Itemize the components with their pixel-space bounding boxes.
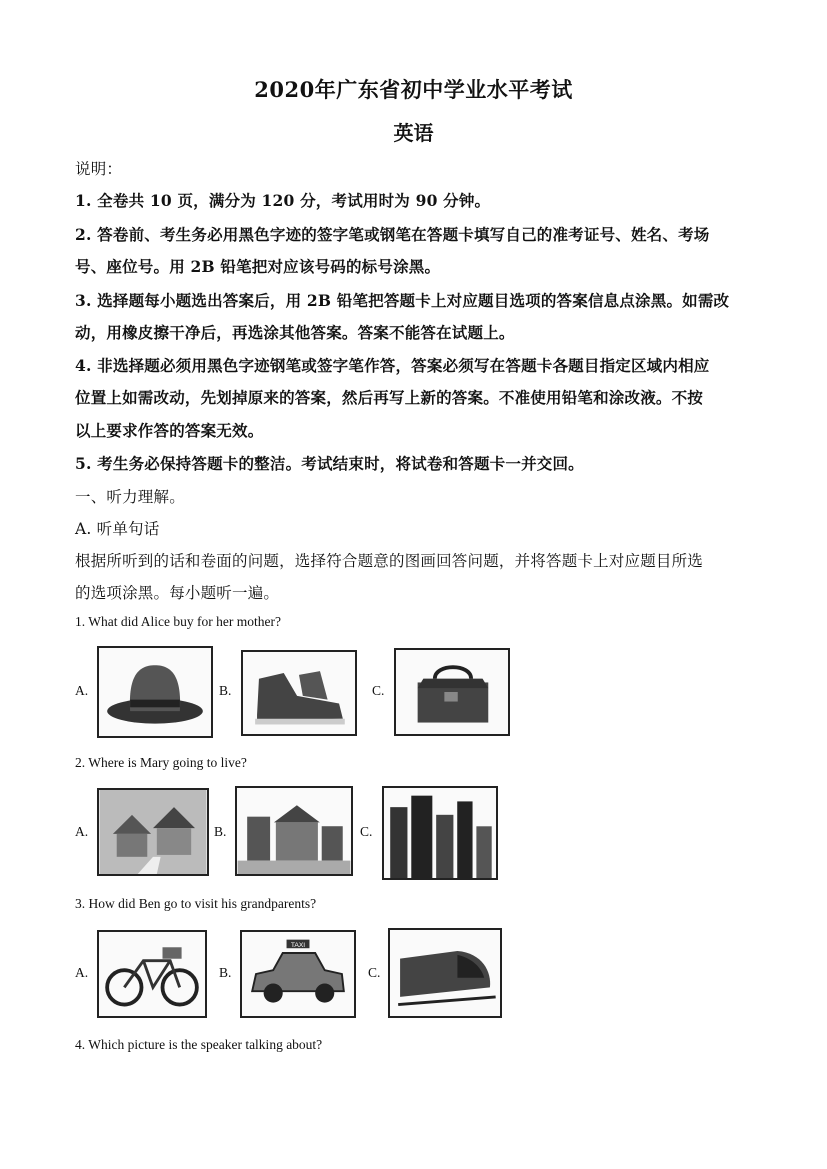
instruction-item-3-line-2: 动，用橡皮擦干净后，再选涂其他答案。答案不能答在试题上。	[75, 323, 515, 342]
q1-option-a-label[interactable]: A.	[75, 683, 89, 698]
instruction-item-3-line-1: 3. 选择题每小题选出答案后，用 2B 铅笔把答题卡上对应题目选项的答案信息点涂黑。如需改	[75, 291, 730, 310]
question-1: 1. What did Alice buy for her mother?	[75, 614, 281, 629]
instruction-item-2-line-1: 2. 答卷前、考生务必用黑色字迹的签字笔或钢笔在答题卡填写自己的准考证号、姓名、考场	[75, 225, 710, 244]
instruction-item-4-line-1: 4. 非选择题必须用黑色字迹钢笔或签字笔作答，答案必须写在答题卡各题目指定区域内相应	[75, 356, 710, 375]
q3-option-c-label[interactable]: C.	[368, 965, 381, 980]
sneaker-icon[interactable]	[241, 650, 357, 736]
city-skyscrapers-icon[interactable]	[382, 786, 498, 880]
question-2: 2. Where is Mary going to live?	[75, 755, 247, 770]
taxi-icon[interactable]	[240, 930, 356, 1018]
hat-icon[interactable]	[97, 646, 213, 738]
directions-line-2: 的选项涂黑。每小题听一遍。	[75, 584, 280, 602]
q2-option-a-label[interactable]: A.	[75, 824, 89, 839]
bag-icon[interactable]	[394, 648, 510, 736]
town-building-icon[interactable]	[235, 786, 353, 876]
question-3: 3. How did Ben go to visit his grandparents?	[75, 896, 317, 911]
bicycle-icon[interactable]	[97, 930, 207, 1018]
q2-option-c-label[interactable]: C.	[360, 824, 373, 839]
section-heading: 一、听力理解。	[75, 488, 185, 506]
instruction-item-5: 5. 考生务必保持答题卡的整洁。考试结束时，将试卷和答题卡一并交回。	[75, 454, 584, 473]
train-icon[interactable]	[388, 928, 502, 1018]
question-4: 4. Which picture is the speaker talking about?	[75, 1037, 323, 1052]
instruction-item-4-line-3: 以上要求作答的答案无效。	[75, 421, 264, 440]
instruction-item-4-line-2: 位置上如需改动，先划掉原来的答案，然后再写上新的答案。不准使用铅笔和涂改液。不按	[75, 388, 704, 407]
instructions-heading: 说明：	[75, 160, 123, 178]
directions-line-1: 根据所听到的话和卷面的问题，选择符合题意的图画回答问题，并将答题卡上对应题目所选	[75, 552, 704, 570]
instruction-item-1: 1. 全卷共 10 页，满分为 120 分，考试用时为 90 分钟。	[75, 191, 491, 210]
q1-option-b-label[interactable]: B.	[219, 683, 232, 698]
taxi-sign-text: TAXI	[290, 941, 306, 949]
exam-title: 2020年广东省初中学业水平考试	[254, 77, 573, 102]
q3-option-a-label[interactable]: A.	[75, 965, 89, 980]
q3-option-b-label[interactable]: B.	[219, 965, 232, 980]
exam-subject: 英语	[393, 121, 434, 145]
q2-option-b-label[interactable]: B.	[214, 824, 227, 839]
q1-option-c-label[interactable]: C.	[372, 683, 385, 698]
instruction-item-2-line-2: 号、座位号。用 2B 铅笔把对应该号码的标号涂黑。	[75, 257, 441, 276]
part-a-heading: A. 听单句话	[75, 520, 160, 538]
village-houses-icon[interactable]	[97, 788, 209, 876]
